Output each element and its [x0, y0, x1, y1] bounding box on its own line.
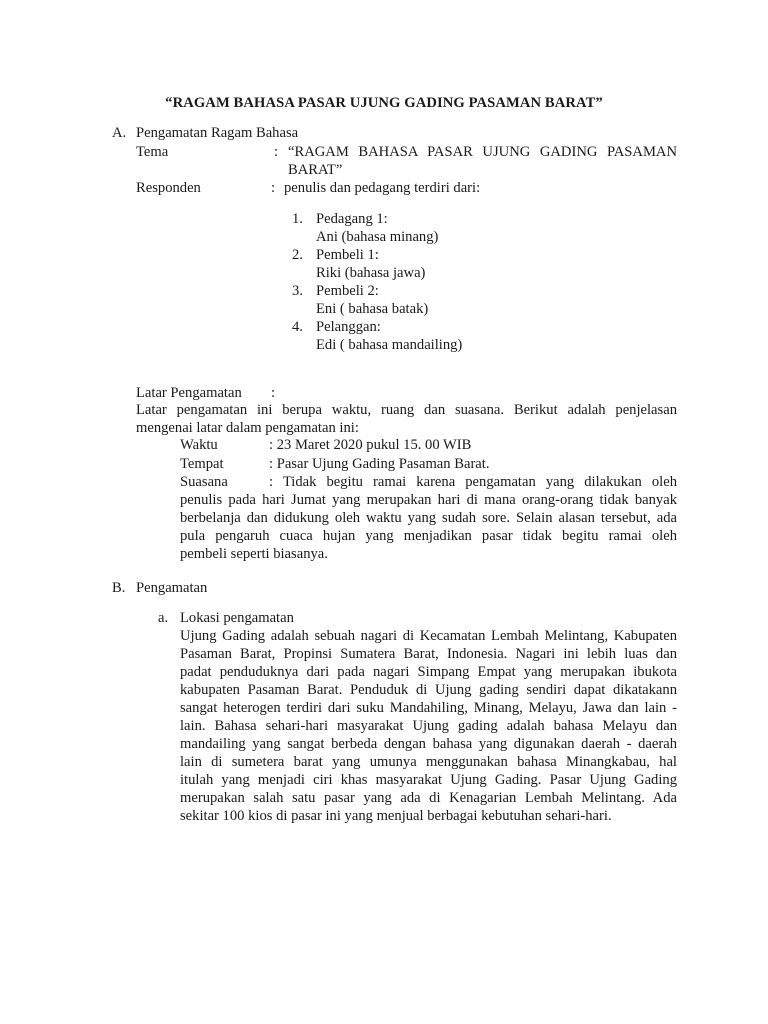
subsection-heading: Lokasi pengamatan — [180, 610, 294, 626]
tema-value — [288, 143, 677, 161]
lokasi-paragraph — [180, 627, 677, 825]
subsection-marker: a. — [158, 610, 169, 626]
tema-colon: : — [274, 144, 279, 160]
suasana-paragraph — [180, 491, 677, 563]
paragraph-line: penulis pada hari Jumat yang merupakan hari di mana orang-orang tidak banyak — [180, 492, 677, 508]
tempat-value: : Pasar Ujung Gading Pasaman Barat. — [269, 456, 490, 472]
waktu-label: Waktu — [180, 437, 218, 453]
paragraph-line: mandailing yang sangat berbeda dengan bahasa yang digunakan daerah - daerah — [180, 736, 677, 752]
paragraph-line: Latar pengamatan ini berupa waktu, ruang dan suasana. Berikut adalah penjelasan — [136, 402, 677, 418]
document-title: “RAGAM BAHASA PASAR UJUNG GADING PASAMAN BARAT” — [165, 95, 603, 111]
paragraph-line: itulah yang menjadi ciri khas masyarakat Ujung Gading. Pasar Ujung Gading — [180, 772, 677, 788]
responden-colon: : — [271, 180, 276, 196]
paragraph-line: sekitar 100 kios di pasar ini yang menjual berbagai kebutuhan sehari-hari. — [180, 808, 612, 824]
list-item-name: Riki (bahasa jawa) — [316, 265, 426, 281]
responden-value: penulis dan pedagang terdiri dari: — [284, 180, 481, 196]
section-a-marker: A. — [112, 125, 127, 141]
paragraph-line: padat penduduknya dari pada nagari Simpang Empat yang merupakan ibukota — [180, 664, 677, 680]
list-item-role: Pelanggan: — [316, 319, 381, 335]
latar-label: Latar Pengamatan — [136, 385, 242, 401]
responden-label: Responden — [136, 180, 201, 196]
paragraph-line: Pasaman Barat, Propinsi Sumatera Barat, Indonesia. Nagari ini lebih luas dan — [180, 646, 677, 662]
paragraph-line: Ujung Gading adalah sebuah nagari di Kecamatan Lembah Melintang, Kabupaten — [180, 628, 677, 644]
tema-value-line: “RAGAM BAHASA PASAR UJUNG GADING PASAMAN — [288, 144, 677, 160]
section-b-marker: B. — [112, 580, 126, 596]
list-item-name: Ani (bahasa minang) — [316, 229, 439, 245]
list-item-role: Pembeli 2: — [316, 283, 379, 299]
list-item-number: 2. — [292, 247, 303, 263]
paragraph-line: lain. Bahasa sehari-hari masyarakat Ujung gading adalah bahasa Melayu dan — [180, 718, 677, 734]
list-item-number: 3. — [292, 283, 303, 299]
paragraph-line: sangat heterogen terdiri dari suku Mandahiling, Minang, Melayu, Jawa dan lain - — [180, 700, 677, 716]
list-item-name: Eni ( bahasa batak) — [316, 301, 429, 317]
paragraph-line: pula pengaruh cuaca hujan yang menjadikan pasar tidak begitu ramai oleh — [180, 528, 677, 544]
list-item-number: 4. — [292, 319, 303, 335]
section-a-heading: Pengamatan Ragam Bahasa — [136, 125, 299, 141]
list-item-role: Pembeli 1: — [316, 247, 379, 263]
tempat-label: Tempat — [180, 456, 224, 472]
list-item-number: 1. — [292, 211, 303, 227]
tema-label: Tema — [136, 144, 169, 160]
paragraph-line: mengenai latar dalam pengamatan ini: — [136, 420, 359, 436]
paragraph-line: kabupaten Pasaman Barat. Penduduk di Ujung gading sendiri dapat dikatakann — [180, 682, 677, 698]
paragraph-line: : Tidak begitu ramai karena pengamatan yang dilakukan oleh — [269, 474, 677, 490]
paragraph-line: berbelanja dan didukung oleh waktu yang sudah sore. Selain alasan tersebut, ada — [180, 510, 677, 526]
suasana-first-line — [269, 473, 677, 491]
list-item-role: Pedagang 1: — [316, 211, 388, 227]
paragraph-line: merupakan salah satu pasar yang ada di Kenagarian Lembah Melintang. Ada — [180, 790, 677, 806]
list-item-name: Edi ( bahasa mandailing) — [316, 337, 463, 353]
latar-colon: : — [271, 385, 276, 401]
section-b-heading: Pengamatan — [136, 580, 208, 596]
waktu-value: : 23 Maret 2020 pukul 15. 00 WIB — [269, 437, 472, 453]
tema-value-line: BARAT” — [288, 162, 343, 178]
latar-paragraph — [136, 401, 677, 437]
paragraph-line: pembeli seperti biasanya. — [180, 546, 328, 562]
paragraph-line: lain di sumetera barat yang umunya menggunakan bahasa Minangkabau, hal — [180, 754, 677, 770]
suasana-label: Suasana — [180, 474, 228, 490]
